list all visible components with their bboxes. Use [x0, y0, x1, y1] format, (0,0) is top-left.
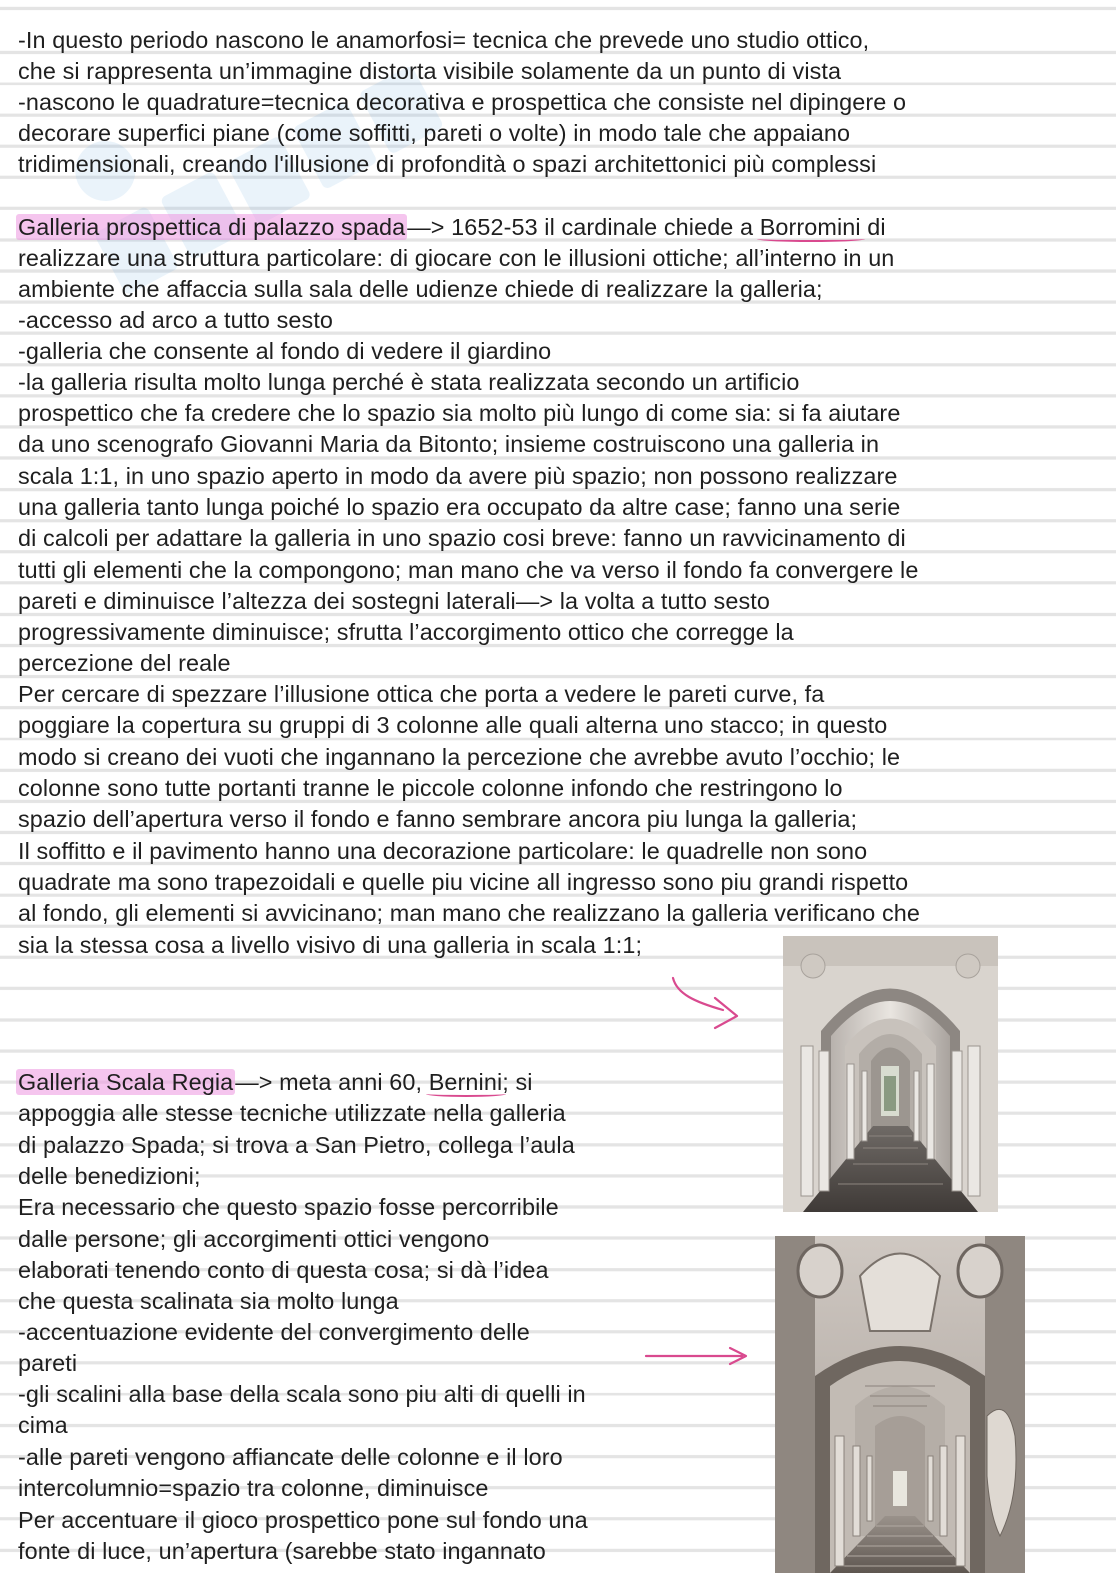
text-line: Il soffitto e il pavimento hanno una decorazione particolare: le quadrelle non sono: [18, 838, 868, 864]
text-line: di palazzo Spada; si trova a San Pietro, collega l’aula: [18, 1132, 575, 1158]
text-line: -accentuazione evidente del convergimento delle: [18, 1319, 530, 1345]
text-line: pareti: [18, 1350, 78, 1376]
text-line: colonne sono tutte portanti tranne le piccole colonne infondo che restringono lo: [18, 775, 843, 801]
text-line: -galleria che consente al fondo di vedere il giardino: [18, 338, 552, 364]
text-line: fonte di luce, un’apertura (sarebbe stato ingannato: [18, 1538, 546, 1564]
text-line: decorare superfici piane (come soffitti, pareti o volte) in modo tale che appaiano: [18, 120, 851, 146]
highlighted-title: Galleria Scala Regia: [18, 1069, 234, 1095]
text-line: -accesso ad arco a tutto sesto: [18, 307, 334, 333]
text-line: realizzare una struttura particolare: di giocare con le illusioni ottiche; all’interno in un: [18, 245, 895, 271]
text-line: pareti e diminuisce l’altezza dei sostegni laterali—> la volta a tutto sesto: [18, 588, 770, 614]
text-line: dalle persone; gli accorgimenti ottici vengono: [18, 1226, 490, 1252]
palazzo-spada-gallery-photo: [783, 936, 998, 1212]
text-line: percezione del reale: [18, 650, 231, 676]
text-line: -gli scalini alla base della scala sono piu alti di quelli in: [18, 1381, 586, 1407]
text-line: che questa scalinata sia molto lunga: [18, 1288, 399, 1314]
underlined-architect: Bernini: [429, 1067, 503, 1098]
text-line: Per cercare di spezzare l’illusione ottica che porta a vedere le pareti curve, fa: [18, 681, 825, 707]
text-line: intercolumnio=spazio tra colonne, diminuisce: [18, 1475, 489, 1501]
highlighted-title: Galleria prospettica di palazzo spada: [18, 214, 406, 240]
text-line: da uno scenografo Giovanni Maria da Bitonto; insieme costruiscono una galleria in: [18, 431, 880, 457]
text-line: scala 1:1, in uno spazio aperto in modo da avere più spazio; non possono realizzare: [18, 463, 898, 489]
text-line: progressivamente diminuisce; sfrutta l’accorgimento ottico che corregge la: [18, 619, 794, 645]
heading-text: —> meta anni 60,: [235, 1069, 429, 1095]
curved-arrow-icon: [665, 972, 745, 1034]
section-heading-line: [18, 1067, 533, 1098]
text-line: una galleria tanto lunga poiché lo spazio era occupato da altre case; fanno una serie: [18, 494, 901, 520]
text-line: che si rappresenta un’immagine distorta visibile solamente da un punto di vista: [18, 58, 842, 84]
text-line: modo si creano dei vuoti che ingannano la percezione che avrebbe avuto l’occhio; le: [18, 744, 901, 770]
text-line: poggiare la copertura su gruppi di 3 colonne alle quali alterna uno stacco; in questo: [18, 712, 888, 738]
text-line: elaborati tenendo conto di questa cosa; si dà l’idea: [18, 1257, 549, 1283]
text-line: -In questo periodo nascono le anamorfosi= tecnica che prevede uno studio ottico,: [18, 27, 870, 53]
text-line: al fondo, gli elementi si avvicinano; man mano che realizzano la galleria verificano che: [18, 900, 921, 926]
scala-regia-photo: [775, 1236, 1025, 1573]
text-line: appoggia alle stesse tecniche utilizzate nella galleria: [18, 1100, 566, 1126]
text-line: quadrate ma sono trapezoidali e quelle piu vicine all ingresso sono piu grandi rispetto: [18, 869, 909, 895]
arrow-right-icon: [642, 1344, 752, 1370]
text-line: -nascono le quadrature=tecnica decorativa e prospettica che consiste nel dipingere o: [18, 89, 907, 115]
section-heading-line: [18, 212, 886, 243]
text-line: Per accentuare il gioco prospettico pone sul fondo una: [18, 1507, 588, 1533]
text-line: tridimensionali, creando l'illusione di profondità o spazi architettonici più complessi: [18, 151, 877, 177]
text-line: delle benedizioni;: [18, 1163, 201, 1189]
underlined-architect: Borromini: [760, 212, 861, 243]
heading-text: di: [860, 214, 886, 240]
text-line: ambiente che affaccia sulla sala delle udienze chiede di realizzare la galleria;: [18, 276, 823, 302]
text-line: di calcoli per adattare la galleria in uno spazio cosi breve: fanno un ravvicinamento di: [18, 525, 906, 551]
text-line: cima: [18, 1412, 68, 1438]
text-line: Era necessario che questo spazio fosse percorribile: [18, 1194, 559, 1220]
text-line: sia la stessa cosa a livello visivo di una galleria in scala 1:1;: [18, 932, 643, 958]
heading-text: ; si: [502, 1069, 533, 1095]
text-line: prospettico che fa credere che lo spazio sia molto più lungo di come sia: si fa aiutare: [18, 400, 901, 426]
heading-text: —> 1652-53 il cardinale chiede a: [407, 214, 760, 240]
text-line: -la galleria risulta molto lunga perché è stata realizzata secondo un artificio: [18, 369, 800, 395]
text-line: spazio dell’apertura verso il fondo e fanno sembrare ancora piu lunga la galleria;: [18, 806, 858, 832]
text-line: -alle pareti vengono affiancate delle colonne e il loro: [18, 1444, 563, 1470]
text-line: tutti gli elementi che la compongono; man mano che va verso il fondo fa convergere le: [18, 557, 919, 583]
